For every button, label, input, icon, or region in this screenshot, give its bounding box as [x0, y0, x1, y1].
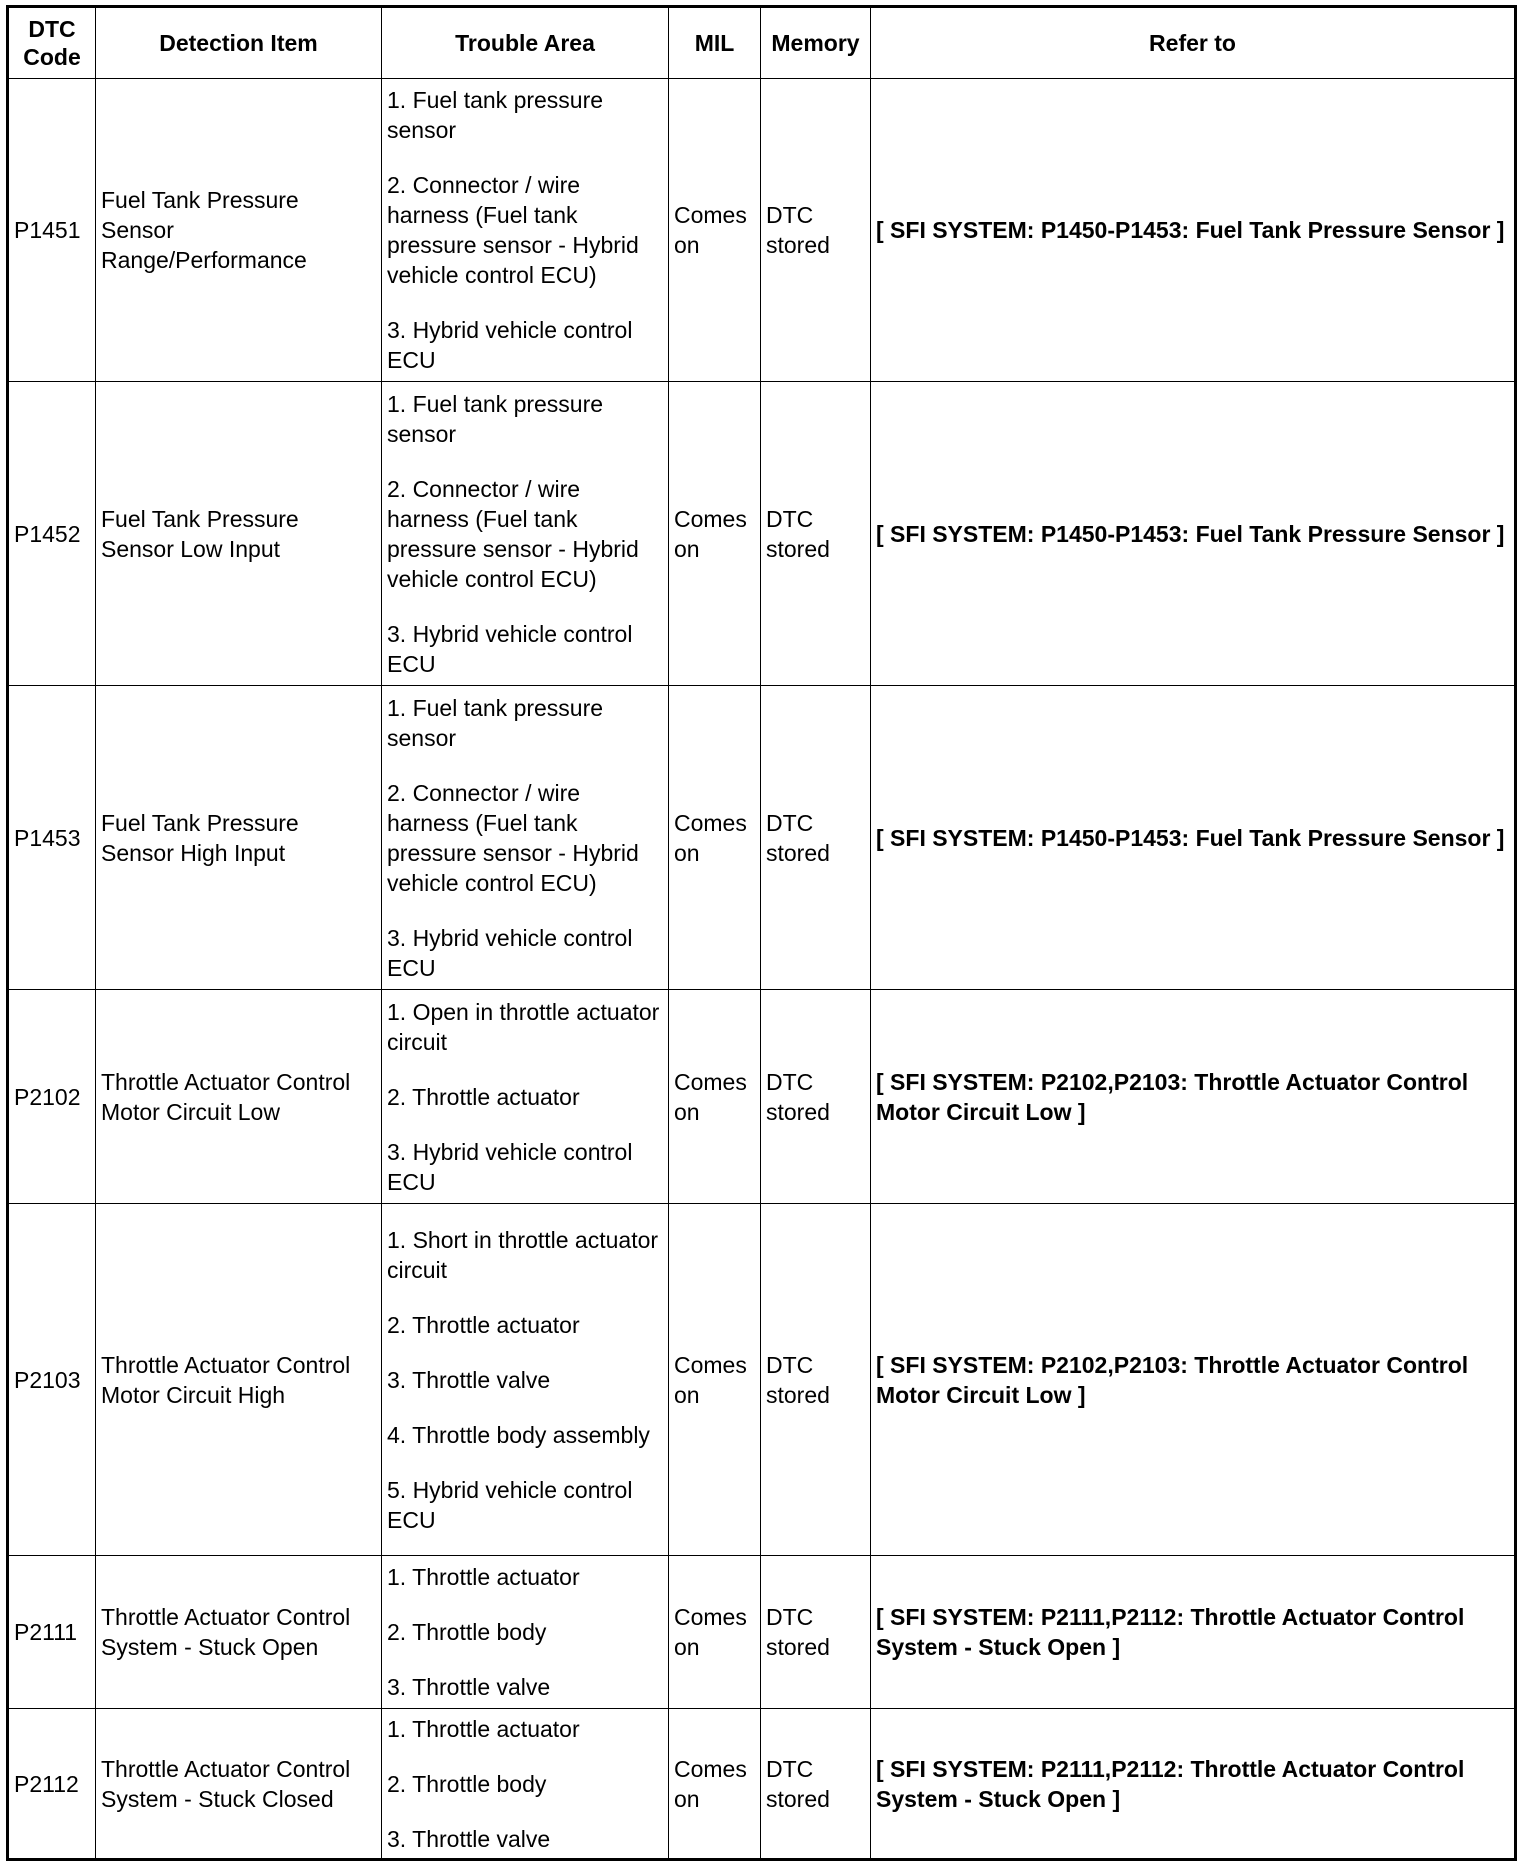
mil-status: Comes on — [669, 1556, 761, 1709]
header-refer-to: Refer to — [871, 7, 1516, 79]
trouble-area-item: 2. Throttle actuator — [387, 1083, 580, 1110]
trouble-area-item: 1. Short in throttle actuator circuit — [387, 1226, 659, 1283]
trouble-area-item: 4. Throttle body assembly — [387, 1421, 650, 1448]
trouble-area — [382, 79, 669, 382]
trouble-area-item: 5. Hybrid vehicle control ECU — [387, 1476, 633, 1533]
dtc-code: P2112 — [8, 1709, 96, 1860]
detection-item: Fuel Tank Pressure Sensor Low Input — [96, 382, 382, 686]
mil-status: Comes on — [669, 382, 761, 686]
trouble-area — [382, 1204, 669, 1556]
detection-item: Fuel Tank Pressure Sensor Range/Performance — [96, 79, 382, 382]
trouble-area-item: 2. Throttle body — [387, 1619, 547, 1645]
memory-status: DTC stored — [761, 1556, 871, 1709]
trouble-area-item: 3. Throttle valve — [387, 1366, 551, 1393]
header-trouble-area: Trouble Area — [382, 7, 669, 79]
refer-to: [ SFI SYSTEM: P1450-P1453: Fuel Tank Pressure Sensor ] — [871, 686, 1516, 990]
detection-item: Throttle Actuator Control System - Stuck Open — [96, 1556, 382, 1709]
trouble-area-item: 2. Throttle body — [387, 1770, 547, 1797]
detection-item: Throttle Actuator Control Motor Circuit Low — [96, 990, 382, 1204]
header-mil: MIL — [669, 7, 761, 79]
mil-status: Comes on — [669, 1204, 761, 1556]
table-row — [8, 686, 1516, 990]
detection-item: Fuel Tank Pressure Sensor High Input — [96, 686, 382, 990]
trouble-area — [382, 1556, 669, 1709]
trouble-area-item: 2. Connector / wire harness (Fuel tank pressure sensor - Hybrid vehicle control ECU) — [387, 779, 639, 896]
dtc-table — [6, 5, 1517, 1861]
refer-to: [ SFI SYSTEM: P2102,P2103: Throttle Actuator Control Motor Circuit Low ] — [871, 1204, 1516, 1556]
trouble-area-item: 3. Hybrid vehicle control ECU — [387, 317, 633, 373]
memory-status: DTC stored — [761, 686, 871, 990]
trouble-area-item: 1. Throttle actuator — [387, 1564, 580, 1590]
mil-status: Comes on — [669, 79, 761, 382]
trouble-area-item: 2. Connector / wire harness (Fuel tank pressure sensor - Hybrid vehicle control ECU) — [387, 172, 639, 288]
refer-to: [ SFI SYSTEM: P2111,P2112: Throttle Actuator Control System - Stuck Open ] — [871, 1709, 1516, 1860]
detection-item: Throttle Actuator Control Motor Circuit High — [96, 1204, 382, 1556]
memory-status: DTC stored — [761, 382, 871, 686]
dtc-code: P1452 — [8, 382, 96, 686]
trouble-area-item: 2. Connector / wire harness (Fuel tank pressure sensor - Hybrid vehicle control ECU) — [387, 475, 639, 592]
trouble-area-item: 1. Fuel tank pressure sensor — [387, 694, 604, 751]
table-row — [8, 79, 1516, 382]
memory-status: DTC stored — [761, 990, 871, 1204]
header-dtc-code-line2: Code — [23, 44, 81, 70]
refer-to: [ SFI SYSTEM: P1450-P1453: Fuel Tank Pressure Sensor ] — [871, 79, 1516, 382]
table-row — [8, 1709, 1516, 1860]
header-row — [8, 7, 1516, 79]
detection-item: Throttle Actuator Control System - Stuck Closed — [96, 1709, 382, 1860]
trouble-area — [382, 990, 669, 1204]
dtc-code: P2103 — [8, 1204, 96, 1556]
trouble-area-item: 3. Hybrid vehicle control ECU — [387, 924, 633, 981]
trouble-area — [382, 382, 669, 686]
trouble-area-item: 3. Throttle valve — [387, 1674, 551, 1700]
trouble-area-item: 3. Throttle valve — [387, 1825, 551, 1852]
header-detection-item: Detection Item — [96, 7, 382, 79]
header-dtc-code-line1: DTC — [28, 16, 76, 42]
trouble-area-item: 1. Fuel tank pressure sensor — [387, 390, 604, 447]
table-row — [8, 990, 1516, 1204]
mil-status: Comes on — [669, 686, 761, 990]
dtc-code: P1451 — [8, 79, 96, 382]
dtc-code: P2102 — [8, 990, 96, 1204]
memory-status: DTC stored — [761, 79, 871, 382]
table-row — [8, 382, 1516, 686]
memory-status: DTC stored — [761, 1709, 871, 1860]
dtc-code: P2111 — [8, 1556, 96, 1709]
mil-status: Comes on — [669, 990, 761, 1204]
refer-to: [ SFI SYSTEM: P2102,P2103: Throttle Actuator Control Motor Circuit Low ] — [871, 990, 1516, 1204]
trouble-area-item: 2. Throttle actuator — [387, 1311, 580, 1338]
refer-to: [ SFI SYSTEM: P1450-P1453: Fuel Tank Pressure Sensor ] — [871, 382, 1516, 686]
refer-to: [ SFI SYSTEM: P2111,P2112: Throttle Actuator Control System - Stuck Open ] — [871, 1556, 1516, 1709]
trouble-area-item: 1. Throttle actuator — [387, 1715, 580, 1742]
trouble-area-item: 3. Hybrid vehicle control ECU — [387, 1138, 633, 1195]
table-row — [8, 1556, 1516, 1709]
trouble-area — [382, 686, 669, 990]
trouble-area-item: 1. Fuel tank pressure sensor — [387, 87, 604, 143]
trouble-area-item: 1. Open in throttle actuator circuit — [387, 998, 660, 1055]
trouble-area-item: 3. Hybrid vehicle control ECU — [387, 620, 633, 677]
header-memory: Memory — [761, 7, 871, 79]
dtc-code: P1453 — [8, 686, 96, 990]
header-dtc-code — [8, 7, 96, 79]
table-row — [8, 1204, 1516, 1556]
memory-status: DTC stored — [761, 1204, 871, 1556]
trouble-area — [382, 1709, 669, 1860]
mil-status: Comes on — [669, 1709, 761, 1860]
